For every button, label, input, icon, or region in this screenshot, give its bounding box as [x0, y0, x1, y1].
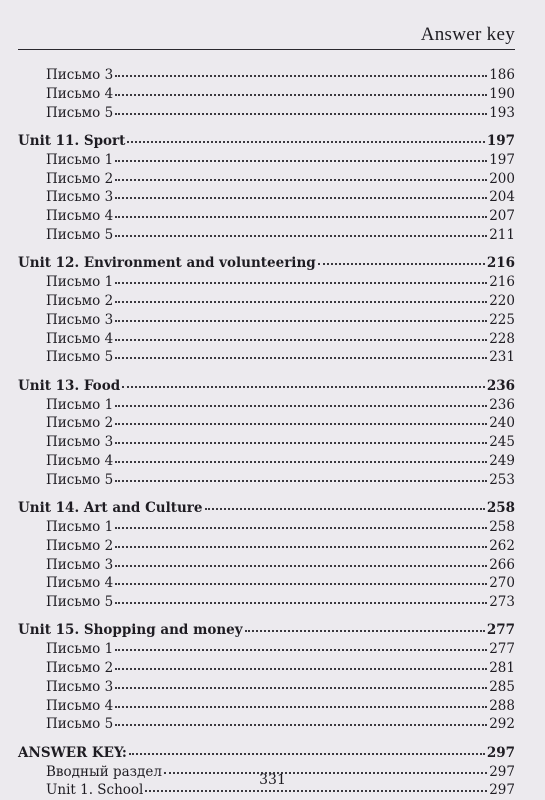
toc-entry-label: Письмо 1: [46, 518, 114, 535]
toc-entry-page: 207: [489, 208, 515, 225]
toc-entry-label: Письмо 4: [46, 208, 114, 225]
toc-sub-entry: [18, 104, 515, 123]
toc-entry-page: 193: [489, 104, 515, 121]
toc-entry-page: 204: [489, 189, 515, 206]
toc-entry-label: Unit 13. Food: [18, 377, 121, 394]
toc-entry-page: 200: [489, 170, 515, 187]
toc-entry-label: Письмо 2: [46, 537, 114, 554]
dot-leader: [115, 159, 487, 162]
toc-entry-label: Письмо 1: [46, 396, 114, 413]
toc-sub-entry: [18, 518, 515, 537]
toc-entry-page: 297: [489, 763, 515, 780]
toc-sub-entry: [18, 85, 515, 104]
dot-leader: [115, 479, 487, 482]
dot-leader: [318, 262, 485, 265]
header-title: Answer key: [420, 24, 515, 45]
toc-entry-label: Unit 12. Environment and volunteering: [18, 255, 316, 272]
toc-entry-page: 220: [489, 292, 515, 309]
toc-entry-page: 277: [489, 641, 515, 658]
toc-sub-entry: [18, 311, 515, 330]
toc-entry-label: ANSWER KEY:: [18, 744, 127, 761]
dot-leader: [115, 582, 487, 585]
dot-leader: [115, 356, 487, 359]
toc-entry-page: 190: [489, 85, 515, 102]
dot-leader: [115, 705, 487, 708]
toc-entry-page: 231: [489, 349, 515, 366]
toc-unit-entry: [18, 254, 515, 273]
toc-entry-label: Письмо 5: [46, 104, 114, 121]
toc-entry-page: 281: [489, 660, 515, 677]
toc-entry-label: Письмо 5: [46, 594, 114, 611]
toc-entry-label: Письмо 4: [46, 575, 114, 592]
section-gap: [18, 612, 515, 622]
toc-entry-label: Письмо 5: [46, 226, 114, 243]
toc-entry-label: Unit 11. Sport: [18, 132, 126, 149]
toc-entry-page: 253: [489, 471, 515, 488]
toc-unit-entry: [18, 132, 515, 151]
dot-leader: [115, 112, 487, 115]
toc-entry-label: Письмо 2: [46, 415, 114, 432]
toc-entry-label: Письмо 3: [46, 556, 114, 573]
dot-leader: [205, 507, 485, 510]
toc-entry-page: 197: [489, 151, 515, 168]
toc-sub-entry: [18, 640, 515, 659]
toc-entry-label: Unit 15. Shopping and money: [18, 622, 243, 639]
dot-leader: [115, 686, 487, 689]
toc-entry-page: 288: [489, 697, 515, 714]
toc-sub-entry: [18, 537, 515, 556]
toc-entry-label: Письмо 4: [46, 697, 114, 714]
toc-entry-page: 186: [489, 67, 515, 83]
toc-entry-page: 258: [486, 500, 515, 517]
toc-entry-page: 216: [486, 255, 515, 272]
toc-sub-entry: [18, 715, 515, 734]
toc-entry-label: Письмо 2: [46, 660, 114, 677]
toc-sub-entry: [18, 697, 515, 716]
dot-leader: [115, 93, 487, 96]
toc-sub-entry: [18, 659, 515, 678]
toc-entry-page: 216: [489, 274, 515, 291]
toc-unit-entry: [18, 744, 515, 763]
toc-sub-entry: [18, 574, 515, 593]
toc-entry-label: Письмо 1: [46, 274, 114, 291]
dot-leader: [145, 789, 487, 792]
dot-leader: [122, 385, 485, 388]
dot-leader: [115, 460, 487, 463]
toc-entry-label: Письмо 4: [46, 330, 114, 347]
dot-leader: [115, 648, 487, 651]
toc-sub-entry: [18, 348, 515, 367]
toc-entry-label: Unit 1. School: [46, 782, 144, 799]
toc-sub-entry: [18, 471, 515, 490]
toc-entry-label: Unit 14. Art and Culture: [18, 500, 203, 517]
section-gap: [18, 367, 515, 377]
toc-entry-page: 285: [489, 678, 515, 695]
toc-entry-label: Письмо 1: [46, 641, 114, 658]
dot-leader: [129, 752, 485, 755]
toc-sub-entry: [18, 396, 515, 415]
toc-entry-label: Вводный раздел: [46, 763, 162, 780]
section-gap: [18, 734, 515, 744]
toc-unit-entry: [18, 499, 515, 518]
toc-entry-page: 273: [489, 594, 515, 611]
toc-entry-label: Письмо 4: [46, 452, 114, 469]
toc-sub-entry: [18, 593, 515, 612]
toc-entry-label: Письмо 3: [46, 67, 114, 83]
section-gap: [18, 490, 515, 500]
dot-leader: [115, 526, 487, 529]
toc-entry-page: 292: [489, 716, 515, 733]
dot-leader: [115, 300, 487, 303]
dot-leader: [115, 545, 487, 548]
toc-entry-label: Письмо 3: [46, 311, 114, 328]
toc-entry-label: Письмо 3: [46, 678, 114, 695]
toc-entry-label: Письмо 3: [46, 189, 114, 206]
toc-entry-page: 211: [489, 226, 515, 243]
toc-entry-page: 236: [486, 377, 515, 394]
dot-leader: [115, 319, 487, 322]
toc-entry-label: Письмо 1: [46, 151, 114, 168]
dot-leader: [115, 74, 487, 77]
toc-entry-page: 297: [489, 782, 515, 799]
dot-leader: [127, 140, 484, 143]
toc-sub-entry: [18, 66, 515, 85]
toc-entry-page: 277: [486, 622, 515, 639]
section-gap: [18, 245, 515, 255]
toc-entry-label: Письмо 2: [46, 170, 114, 187]
toc-entry-page: 258: [489, 518, 515, 535]
toc-sub-entry: [18, 452, 515, 471]
dot-leader: [115, 441, 487, 444]
toc-sub-entry: [18, 330, 515, 349]
toc-entry-label: Письмо 4: [46, 85, 114, 102]
toc-entry-page: 249: [489, 452, 515, 469]
toc-unit-entry: [18, 377, 515, 396]
toc-entry-page: 245: [489, 434, 515, 451]
toc-sub-entry: [18, 151, 515, 170]
dot-leader: [115, 422, 487, 425]
toc-sub-entry: [18, 188, 515, 207]
toc-sub-entry: [18, 556, 515, 575]
toc-entry-label: Письмо 5: [46, 471, 114, 488]
dot-leader: [115, 564, 487, 567]
toc-entry-page: 262: [489, 537, 515, 554]
toc-entry-page: 236: [489, 396, 515, 413]
dot-leader: [115, 723, 487, 726]
toc-sub-entry: [18, 678, 515, 697]
toc-entry-page: 240: [489, 415, 515, 432]
toc-entry-page: 197: [486, 132, 515, 149]
toc-sub-entry: [18, 414, 515, 433]
toc-entry-label: Письмо 5: [46, 716, 114, 733]
toc-entry-label: Письмо 2: [46, 292, 114, 309]
toc-entry-page: 225: [489, 311, 515, 328]
dot-leader: [115, 215, 487, 218]
dot-leader: [245, 629, 485, 632]
dot-leader: [115, 601, 487, 604]
section-gap: [18, 122, 515, 132]
toc-unit-entry: [18, 621, 515, 640]
dot-leader: [115, 667, 487, 670]
dot-leader: [115, 178, 487, 181]
dot-leader: [115, 281, 487, 284]
toc-sub-entry: [18, 433, 515, 452]
toc-sub-entry: [18, 207, 515, 226]
toc-sub-entry: [18, 292, 515, 311]
page-number: 331: [259, 772, 286, 788]
dot-leader: [115, 234, 487, 237]
dot-leader: [115, 404, 487, 407]
toc-sub-entry: [18, 170, 515, 189]
header-rule: [18, 49, 515, 50]
running-header: [18, 24, 515, 50]
toc-entry-page: 228: [489, 330, 515, 347]
toc-entry-label: Письмо 5: [46, 349, 114, 366]
toc-entry-label: Письмо 3: [46, 434, 114, 451]
dot-leader: [115, 196, 487, 199]
toc-sub-entry: [18, 273, 515, 292]
toc-entry-page: 270: [489, 575, 515, 592]
table-of-contents: [18, 66, 515, 800]
toc-entry-page: 266: [489, 556, 515, 573]
dot-leader: [115, 338, 487, 341]
toc-sub-entry: [18, 226, 515, 245]
toc-entry-page: 297: [486, 744, 515, 761]
